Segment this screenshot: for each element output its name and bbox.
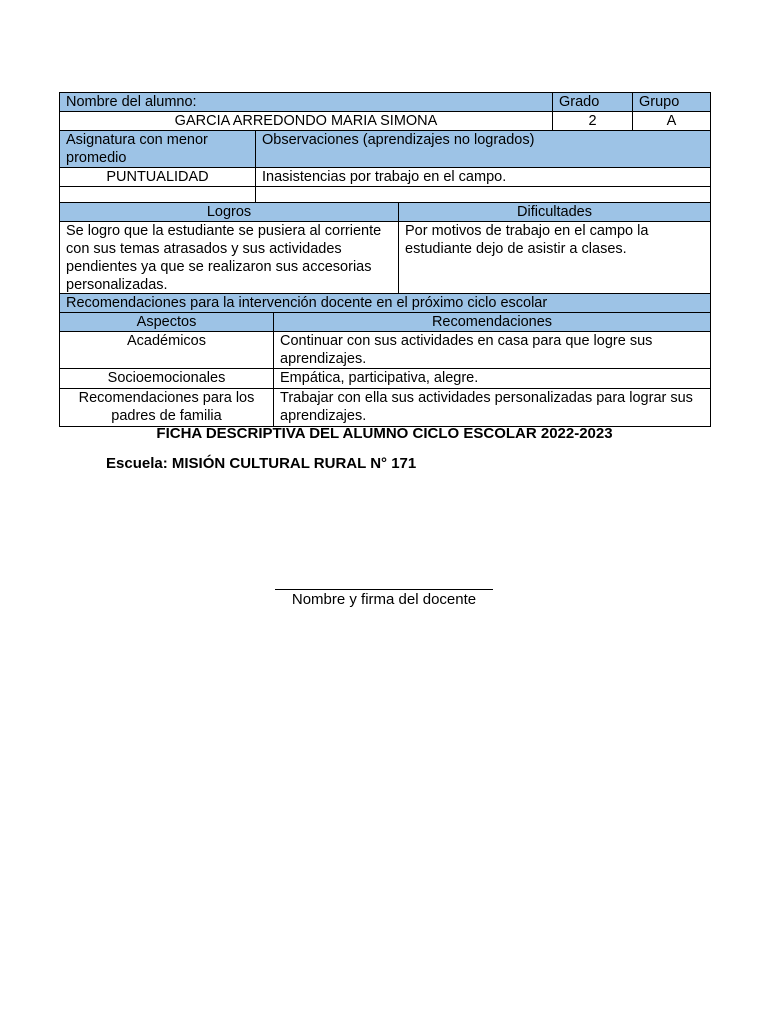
document-title: FICHA DESCRIPTIVA DEL ALUMNO CICLO ESCOLAR 2022-2023 <box>156 425 613 442</box>
aspectos-header: Aspectos <box>60 313 274 332</box>
recommendations-table <box>59 293 711 427</box>
student-name-label: Nombre del alumno: <box>60 93 553 112</box>
aspect-padres: Recomendaciones para los padres de familia <box>60 389 274 427</box>
signature-line <box>275 589 493 590</box>
subject-value: PUNTUALIDAD <box>60 168 256 187</box>
logros-text: Se logro que la estudiante se pusiera al corriente con sus temas atrasados y sus actividades pendientes ya que se realizaron sus accesorias personalizadas. <box>60 222 399 295</box>
student-name-value: GARCIA ARREDONDO MARIA SIMONA <box>60 112 553 131</box>
recommendation-academicos: Continuar con sus actividades en casa para que logre sus aprendizajes. <box>274 332 711 369</box>
recommendation-padres: Trabajar con ella sus actividades personalizadas para lograr sus aprendizajes. <box>274 389 711 427</box>
recommendation-socioemocionales: Empática, participativa, alegre. <box>274 369 711 389</box>
recomendaciones-header: Recomendaciones <box>274 313 711 332</box>
aspect-socioemocionales: Socioemocionales <box>60 369 274 389</box>
signature-label: Nombre y firma del docente <box>291 591 477 608</box>
observations-label: Observaciones (aprendizajes no logrados) <box>256 131 711 168</box>
group-label: Grupo <box>633 93 711 112</box>
student-info-table <box>59 92 711 205</box>
logros-header: Logros <box>60 203 399 222</box>
grade-label: Grado <box>553 93 633 112</box>
school-name: Escuela: MISIÓN CULTURAL RURAL N° 171 <box>106 455 417 472</box>
group-value: A <box>633 112 711 131</box>
observations-value: Inasistencias por trabajo en el campo. <box>256 168 711 187</box>
subject-label: Asignatura con menor promedio <box>60 131 256 168</box>
aspect-academicos: Académicos <box>60 332 274 369</box>
grade-value: 2 <box>553 112 633 131</box>
dificultades-header: Dificultades <box>399 203 711 222</box>
achievements-table <box>59 202 711 295</box>
recommendations-section-title: Recomendaciones para la intervención docente en el próximo ciclo escolar <box>60 294 711 313</box>
dificultades-text: Por motivos de trabajo en el campo la estudiante dejo de asistir a clases. <box>399 222 711 295</box>
